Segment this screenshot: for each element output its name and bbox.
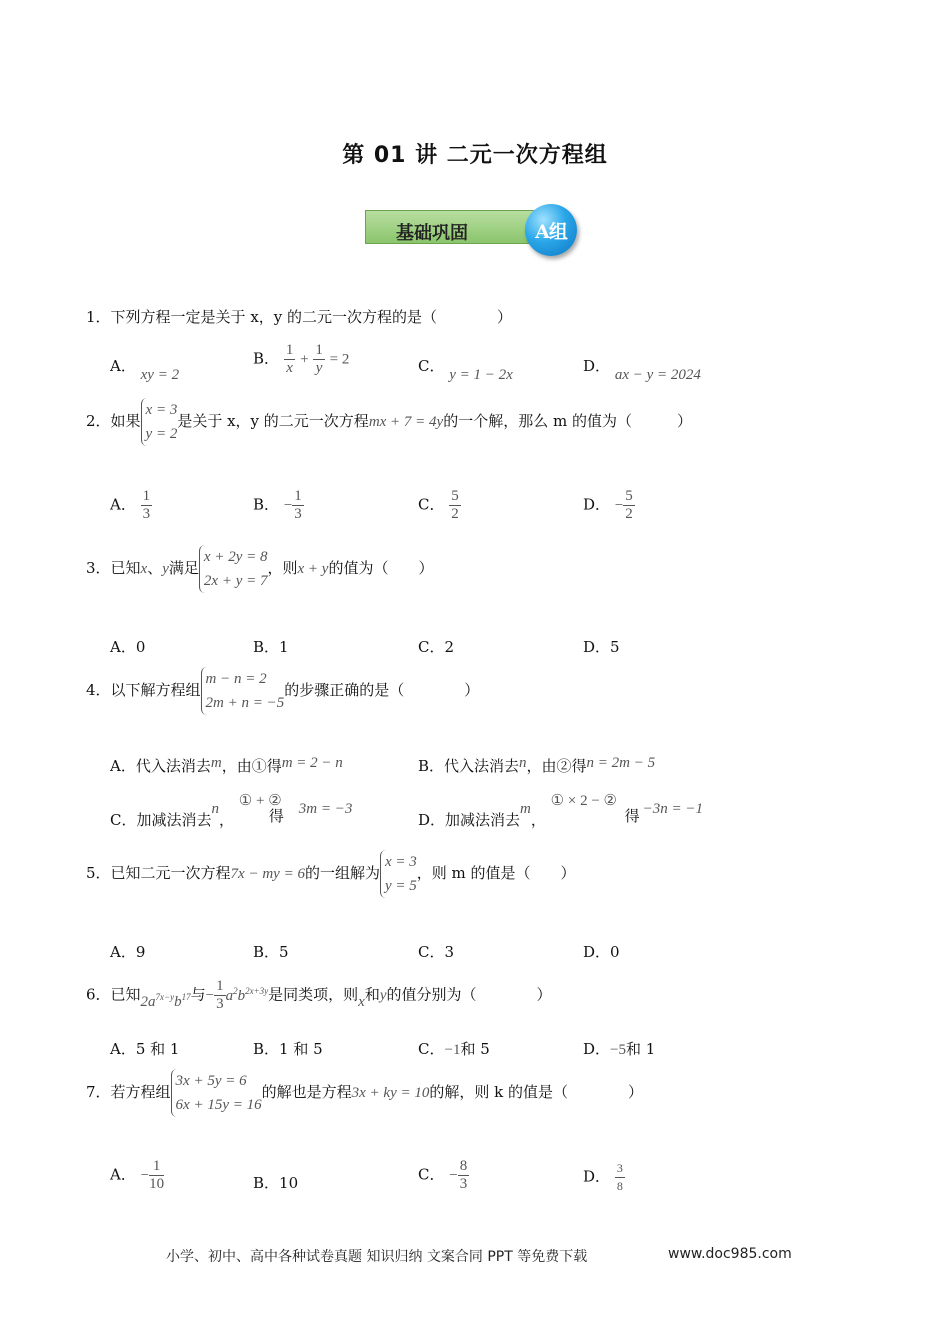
q6-var-y: y — [379, 987, 387, 1004]
q4-d-var: m — [520, 801, 531, 817]
q6-pre: 6．已知 — [86, 985, 141, 1004]
q2-option-a — [110, 488, 152, 523]
q6-var-x: x — [358, 993, 365, 1010]
q6-option-a: A．5 和 1 — [110, 1040, 180, 1058]
q3-pre: 3．已知 — [86, 559, 141, 577]
q4-b-text: B．代入法消去 — [418, 757, 520, 775]
q4-option-d — [418, 793, 704, 830]
q4-d-eq: −3n = −1 — [642, 801, 704, 817]
q6-c-text: 和 5 — [460, 1040, 490, 1058]
q1-b-frac2: $\frac{1}{y}$ — [315, 342, 323, 376]
q4-b-text2: ，由②得 — [526, 757, 587, 775]
question-4-stem — [86, 667, 479, 715]
q4-pre: 4．以下解方程组 — [86, 681, 201, 699]
q2-a-label: A． — [110, 495, 136, 514]
q4-c-comma: ， — [218, 811, 234, 829]
q2-mid: 是关于 x，y 的二元一次方程 — [177, 412, 369, 430]
q1-option-b — [253, 342, 349, 377]
page-title: 第 01 讲 二元一次方程组 — [342, 143, 608, 168]
q5-system: x = 3 y = 5 — [380, 850, 417, 898]
q5-option-c: C．3 — [418, 943, 455, 961]
q1-d-label: D． — [583, 357, 611, 375]
q1-a-label: A． — [110, 357, 136, 375]
q6-term2: $a^2b^{2x+3y}$ — [225, 985, 269, 1004]
q7-d-frac: $\frac{3}{8}$ — [616, 1161, 623, 1193]
q1-c-label: C． — [418, 357, 445, 375]
q4-c-de: 得 — [268, 807, 284, 825]
q7-pre: 7．若方程组 — [86, 1083, 171, 1101]
q1-c-math: y = 1 − 2x — [449, 367, 513, 383]
q2-option-c — [418, 488, 461, 523]
q2-c-frac: $\frac{5}{2}$ — [451, 488, 459, 522]
q4-d-text: D．加减法消去 — [418, 811, 521, 829]
q7-c-label: C． — [418, 1165, 445, 1184]
q2-d-frac: $\frac{5}{2}$ — [625, 488, 633, 522]
q6-term1: $2a^{7x-y}b^{17}$ — [140, 991, 191, 1010]
q1-b-label: B． — [253, 349, 280, 368]
q4-d-comma: ， — [530, 811, 546, 829]
group-badge-icon — [525, 204, 577, 256]
q4-option-c — [110, 793, 353, 830]
q3-mid: 满足 — [168, 559, 199, 577]
banner-label: 基础巩固 — [396, 223, 468, 244]
q7-d-label: D． — [583, 1167, 611, 1186]
q2-system: x = 3 y = 2 — [141, 398, 178, 446]
question-1-stem: 1．下列方程一定是关于 x，y 的二元一次方程的是（ ） — [86, 308, 513, 326]
q1-b-plus: + — [300, 351, 309, 368]
q2-c-label: C． — [418, 495, 445, 514]
q4-a-text: A．代入法消去 — [110, 757, 211, 775]
q4-b-var: n — [519, 755, 527, 771]
q6-d-text: 和 1 — [626, 1040, 656, 1058]
q6-d-label: D． — [583, 1040, 611, 1058]
question-2-stem — [86, 398, 692, 446]
q2-d-label: D． — [583, 495, 611, 514]
q3-var-y: y — [162, 561, 169, 577]
q6-t2-sign: − — [205, 987, 215, 1004]
q1-a-math: xy = 2 — [140, 367, 180, 383]
q5-option-b: B．5 — [253, 943, 289, 961]
q2-b-label: B． — [253, 495, 280, 514]
q5-pre: 5．已知二元一次方程 — [86, 864, 231, 882]
q4-c-text: C．加减法消去 — [110, 811, 212, 829]
q3-var-x: x — [140, 561, 148, 577]
q4-a-var: m — [210, 755, 222, 771]
q7-option-d — [583, 1160, 625, 1195]
q3-system: x + 2y = 8 2x + y = 7 — [199, 545, 268, 593]
q2-a-frac: $\frac{1}{3}$ — [142, 488, 151, 522]
q6-option-c — [418, 1038, 490, 1059]
q3-option-b: B．1 — [253, 638, 289, 656]
q2-b-sign: − — [283, 497, 293, 514]
q2-pre: 2．如果 — [86, 412, 141, 430]
q4-option-b — [418, 755, 655, 776]
q6-he: 和 — [364, 985, 380, 1004]
q5-option-a: A．9 — [110, 943, 146, 961]
q4-c-var: n — [211, 801, 219, 817]
q6-t2-frac: $\frac{1}{3}$ — [216, 978, 224, 1012]
q4-d-op: ① × 2 − ② — [550, 793, 617, 809]
q1-b-frac1: $\frac{1}{x}$ — [285, 342, 294, 376]
q3-then: ，则 — [267, 559, 298, 577]
q5-equation: 7x − my = 6 — [230, 866, 305, 882]
q3-expr: x + y — [297, 561, 329, 577]
q2-post: 的一个解，那么 m 的值为（ ） — [443, 412, 692, 430]
q7-mid: 的解也是方程 — [261, 1083, 352, 1101]
q7-c-frac: $\frac{8}{3}$ — [459, 1158, 468, 1192]
q6-option-d — [583, 1038, 655, 1059]
q6-option-b: B．1 和 5 — [253, 1040, 323, 1058]
q7-a-sign: − — [140, 1167, 150, 1184]
q3-option-a: A．0 — [110, 638, 146, 656]
q4-c-op-group — [238, 793, 299, 825]
banner-bar — [365, 210, 541, 244]
q1-option-a — [110, 355, 180, 383]
q7-system: 3x + 5y = 6 6x + 15y = 16 — [171, 1069, 262, 1117]
q3-post: 的值为（ ） — [328, 559, 434, 577]
q4-a-text2: ，由①得 — [221, 757, 282, 775]
q4-b-eq: n = 2m − 5 — [586, 755, 656, 771]
q2-option-d — [583, 488, 635, 523]
q2-d-sign: − — [614, 497, 624, 514]
q6-post: 的值分别为（ ） — [386, 985, 552, 1004]
q4-post: 的步骤正确的是（ ） — [284, 681, 480, 699]
q3-sep: 、 — [147, 559, 163, 577]
q4-d-op-group — [550, 793, 643, 825]
section-banner — [365, 204, 585, 256]
q7-option-c — [418, 1158, 469, 1193]
q7-equation: 3x + ky = 10 — [351, 1085, 430, 1101]
q7-option-a — [110, 1158, 164, 1193]
q6-c-label: C． — [418, 1040, 445, 1058]
q6-d-value: −5 — [610, 1042, 626, 1058]
q7-c-sign: − — [449, 1167, 458, 1184]
q4-d-de: 得 — [624, 807, 640, 825]
q3-option-c: C．2 — [418, 638, 455, 656]
q4-c-eq: 3m = −3 — [298, 801, 353, 817]
q7-a-frac: $\frac{1}{10}$ — [149, 1158, 165, 1192]
q1-d-math: ax − y = 2024 — [614, 367, 701, 383]
q7-post: 的解，则 k 的值是（ ） — [429, 1083, 643, 1101]
q5-option-d: D．0 — [583, 943, 620, 961]
q4-c-op: ① + ② — [238, 793, 282, 809]
q4-system: m − n = 2 2m + n = −5 — [201, 667, 285, 715]
q2-equation: mx + 7 = 4y — [368, 414, 444, 430]
q2-b-frac: $\frac{1}{3}$ — [294, 488, 302, 522]
q1-option-d — [583, 355, 701, 383]
q2-option-b — [253, 488, 304, 523]
question-6-stem — [86, 978, 552, 1013]
q1-option-c — [418, 355, 513, 383]
q5-mid: 的一组解为 — [304, 864, 380, 882]
q6-c-value: −1 — [444, 1042, 461, 1058]
q1-b-eq: = 2 — [329, 351, 350, 368]
q4-option-a — [110, 755, 343, 776]
q6-mid: 是同类项，则 — [268, 985, 359, 1004]
q7-a-label: A． — [110, 1165, 136, 1184]
q4-a-eq: m = 2 − n — [281, 755, 343, 771]
footer-url: www.doc985.com — [668, 1246, 792, 1262]
question-5-stem — [86, 850, 576, 898]
footer-text: 小学、初中、高中各种试卷真题 知识归纳 文案合同 PPT 等免费下载 — [166, 1249, 588, 1265]
badge-label: A组 — [535, 221, 567, 243]
q5-post: ，则 m 的值是（ ） — [416, 864, 576, 882]
q3-option-d: D．5 — [583, 638, 620, 656]
q6-and: 与 — [190, 985, 206, 1004]
question-3-stem — [86, 545, 433, 593]
q7-option-b: B．10 — [253, 1174, 299, 1192]
question-7-stem — [86, 1069, 643, 1117]
